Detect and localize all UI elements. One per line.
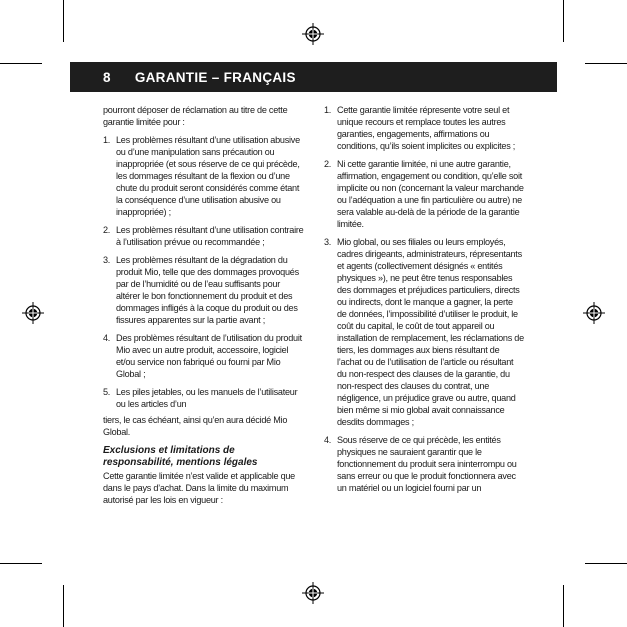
list-item-number: 1. [103,135,111,145]
list-item-number: 4. [103,333,111,343]
list-item-number: 4. [324,435,332,445]
list-item [103,224,305,248]
list-item-text: Sous réserve de ce qui précède, les entités physiques ne sauraient garantir que le fonctionnement du produit sera ininterrompu ou sans erreur ou que le produit fonctionnera avec un matériel ou un logiciel fourni par un [337,435,517,493]
list-item [103,386,305,410]
limitations-list [324,104,524,494]
list-item [103,332,305,380]
list-item-number: 5. [103,387,111,397]
crop-mark [63,0,64,42]
list-item-text: Des problèmes résultant de l’utilisation du produit Mio avec un autre produit, accessoire, logiciel et/ou service non fabriqué ou fourni par Mio Global ; [116,333,302,379]
page-number: 8 [103,69,111,85]
right-column [324,104,524,494]
crop-mark [563,0,564,42]
continuation-paragraph: tiers, le cas échéant, ainsi qu’en aura décidé Mio Global. [103,415,288,437]
registration-mark-icon [302,582,324,604]
list-item [324,236,524,428]
crop-mark [0,563,42,564]
list-item-text: Les problèmes résultant d’une utilisation abusive ou d’une manipulation sans précaution ou inappropriée (et sous réserve de ce qui précède, les dommages résultant de la flexion ou d’une chute du produit seront considérés comme étant la conséquence d’une utilisation abusive ou inappropriée) ; [116,135,300,217]
list-item [324,434,524,494]
crop-mark [0,63,42,64]
list-item-number: 3. [103,255,111,265]
crop-mark [585,563,627,564]
registration-mark-icon [302,23,324,45]
page-title: GARANTIE – FRANÇAIS [134,69,296,85]
left-column [103,104,305,506]
page-header [70,62,557,92]
registration-mark-icon [583,302,605,324]
list-item-number: 2. [324,159,332,169]
exclusions-list [103,134,305,410]
list-item-text: Les problèmes résultant de la dégradation du produit Mio, telle que des dommages provoqués par de l’humidité ou de l’eau suffisants pour altérer le bon fonctionnement du produit et des dommages infligés à la coque du produit ou des fissures apparentes sur la partie avant ; [116,255,299,325]
crop-mark [585,63,627,64]
list-item-text: Les piles jetables, ou les manuels de l’utilisateur ou les articles d’un [116,387,298,409]
crop-mark [63,585,64,627]
list-item-text: Les problèmes résultant d’une utilisation contraire à l’utilisation prévue ou recommandée ; [116,225,304,247]
list-item-text: Mio global, ou ses filiales ou leurs employés, cadres dirigeants, administrateurs, répresentants et agents (collectivement désignés « entités physiques »), ne peut être tenus responsables des dommages et préjudices particuliers, directs ou indirects, dont le manque a gagner, la perte de données, l’impossibilité d’utiliser le produit, le coût du capital, le coût de tout appareil ou installation de remplacement, les réclamations de tiers, les dommages aux biens résultant de l’achat ou de l’utilisation de l’article ou résultant du non-respect des clauses de la garantie, du non-respect des clauses du contrat, une négligence, un préjudice grave ou autre, quand bien même si mio global avait connaissance desdits dommages ; [337,237,524,427]
list-item-number: 1. [324,105,332,115]
list-item-text: Cette garantie limitée répresente votre seul et unique recours et remplace toutes les autres garanties, engagements, affirmations ou conditions, qu’ils soient implicites ou explicites ; [337,105,516,151]
crop-mark [563,585,564,627]
list-item-number: 2. [103,225,111,235]
registration-mark-icon [22,302,44,324]
intro-paragraph: pourront déposer de réclamation au titre de cette garantie limitée pour : [103,105,288,127]
list-item [103,134,305,218]
list-item [324,104,524,152]
section-paragraph: Cette garantie limitée n’est valide et applicable que dans le pays d’achat. Dans la limite du maximum autorisé par les lois en vigueur : [103,471,295,505]
list-item [324,158,524,230]
section-heading: Exclusions et limitations de responsabilité, mentions légales [103,445,258,468]
list-item [103,254,305,326]
list-item-number: 3. [324,237,332,247]
list-item-text: Ni cette garantie limitée, ni une autre garantie, affirmation, engagement ou condition, qu’elle soit implicite ou non (concernant la valeur marchande ou l’adéquation a une fin particulière ou autre) ne sera valable au-delà de la période de la garantie limitée. [337,159,524,229]
